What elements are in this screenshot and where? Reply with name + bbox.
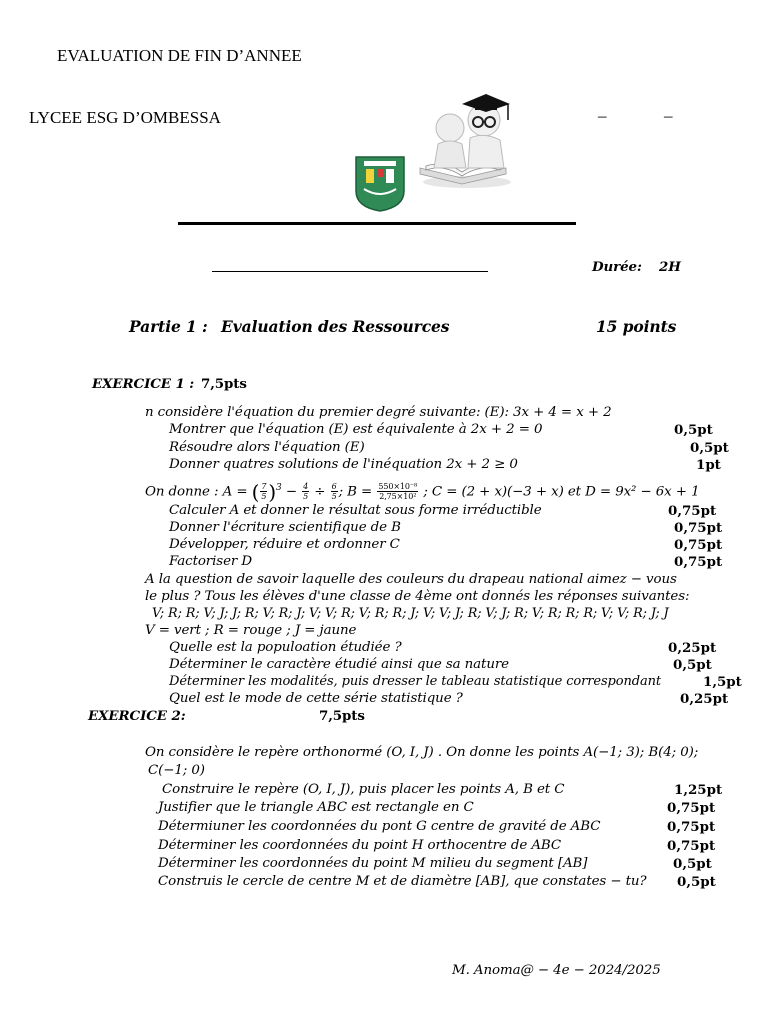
ex1-question: Résoudre alors l'équation (E)	[169, 440, 365, 455]
ex2-question-points: 0,75pt	[667, 800, 716, 816]
exam-title: EVALUATION DE FIN D’ANNEE	[57, 46, 302, 65]
ex1-question: Quelle est la populoation étudiée ?	[169, 640, 402, 655]
ex2-question: Déterminer les coordonnées du point M milieu du segment [AB]	[158, 856, 588, 871]
ex1-question: Montrer que l'équation (E) est équivalente à 2x + 2 = 0	[169, 422, 543, 437]
students-reading-illustration	[412, 90, 512, 190]
ex1-question: Développer, réduire et ordonner C	[169, 537, 400, 552]
ex1-question-points: 0,75pt	[668, 503, 717, 519]
exercise-1-title: EXERCICE 1 :	[92, 376, 195, 392]
ex1-question-points: 0,5pt	[690, 440, 729, 456]
ex1-question-points: 0,25pt	[668, 640, 717, 656]
exercise-2-title: EXERCICE 2:	[88, 708, 186, 724]
ex1-question: Déterminer les modalités, puis dresser le tableau statistique correspondant	[169, 674, 662, 689]
ex1-question: Calculer A et donner le résultat sous forme irréductible	[169, 503, 542, 518]
footer-author: M. Anoma@ − 4e − 2024/2025	[452, 963, 661, 978]
exercise-1-points: 7,5pts	[201, 376, 247, 392]
ex2-question-points: 1,25pt	[674, 782, 723, 798]
stat-legend: V = vert ; R = rouge ; J = jaune	[145, 623, 357, 638]
ex2-question: Construis le cercle de centre M et de diamètre [AB], que constates − tu?	[158, 874, 647, 889]
ex1-question-points: 0,25pt	[680, 691, 729, 707]
ex2-intro: On considère le repère orthonormé (O, I, J) . On donne les points A(−1; 3); B(4; 0);	[145, 745, 699, 760]
ex2-intro: C(−1; 0)	[148, 763, 205, 778]
ex2-question: Détermiuner les coordonnées du pont G centre de gravité de ABC	[158, 819, 601, 834]
part-label: Partie 1 :	[129, 317, 208, 336]
ex1-question: Quel est le mode de cette série statistique ?	[169, 691, 463, 706]
ex1-question: Factoriser D	[169, 554, 252, 569]
part-title: Evaluation des Ressources	[221, 317, 450, 336]
ex1-question-points: 0,5pt	[674, 422, 713, 438]
part-points: 15 points	[596, 317, 677, 336]
stat-data: V; R; R; V; J; J; R; V; R; J; V; V; R; V; R; R; J; V; V; J; R; V; J; R; V; R; R; R; V; V; R; J; J	[152, 606, 669, 621]
stat-text: le plus ? Tous les élèves d'une classe de 4ème ont donnés les réponses suivantes:	[145, 589, 690, 604]
ex2-question-points: 0,5pt	[673, 856, 712, 872]
ex1-question: Donner l'écriture scientifique de B	[169, 520, 401, 535]
ex1-intro: n considère l'équation du premier degré suivante: (E): 3x + 4 = x + 2	[145, 405, 612, 420]
ex1-question: Déterminer le caractère étudié ainsi que sa nature	[169, 657, 509, 672]
ex1-question-points: 0,5pt	[673, 657, 712, 673]
ex2-question-points: 0,75pt	[667, 819, 716, 835]
ex2-question: Construire le repère (O, I, J), puis placer les points A, B et C	[162, 782, 565, 797]
ex2-question: Déterminer les coordonnées du point H orthocentre de ABC	[158, 838, 562, 853]
expr-prefix: On donne : A =	[145, 484, 248, 500]
header-dash: –	[664, 106, 673, 125]
school-name: LYCEE ESG D’OMBESSA	[29, 108, 221, 127]
ex1-expressions: On donne : A = ( $\frac{7}{5}$ )$^3$ − $\frac{4}{5}$ ÷ $\frac{6}{5}$ ; B = $\frac{\text{550×10⁻⁸}}{\text{2,75×10²}}$ ; C = (2 + x)(−3 + x) et D = 9x² − 6x + 1	[145, 479, 700, 504]
school-crest-icon	[354, 155, 406, 213]
ex2-question-points: 0,75pt	[667, 838, 716, 854]
ex1-question-points: 1pt	[696, 457, 721, 473]
name-line	[212, 271, 488, 272]
header-rule	[178, 222, 576, 225]
ex2-question: Justifier que le triangle ABC est rectangle en C	[158, 800, 474, 815]
stat-text: A la question de savoir laquelle des couleurs du drapeau national aimez − vous	[145, 572, 677, 587]
ex1-question-points: 1,5pt	[703, 674, 742, 690]
header-dash: –	[598, 106, 607, 125]
exercise-2-points: 7,5pts	[319, 708, 365, 724]
ex1-question: Donner quatres solutions de l'inéquation 2x + 2 ≥ 0	[169, 457, 518, 472]
ex1-question-points: 0,75pt	[674, 520, 723, 536]
duration-value: 2H	[659, 259, 681, 275]
ex2-question-points: 0,5pt	[677, 874, 716, 890]
ex1-question-points: 0,75pt	[674, 537, 723, 553]
ex1-question-points: 0,75pt	[674, 554, 723, 570]
duration-label: Durée:	[592, 259, 642, 275]
